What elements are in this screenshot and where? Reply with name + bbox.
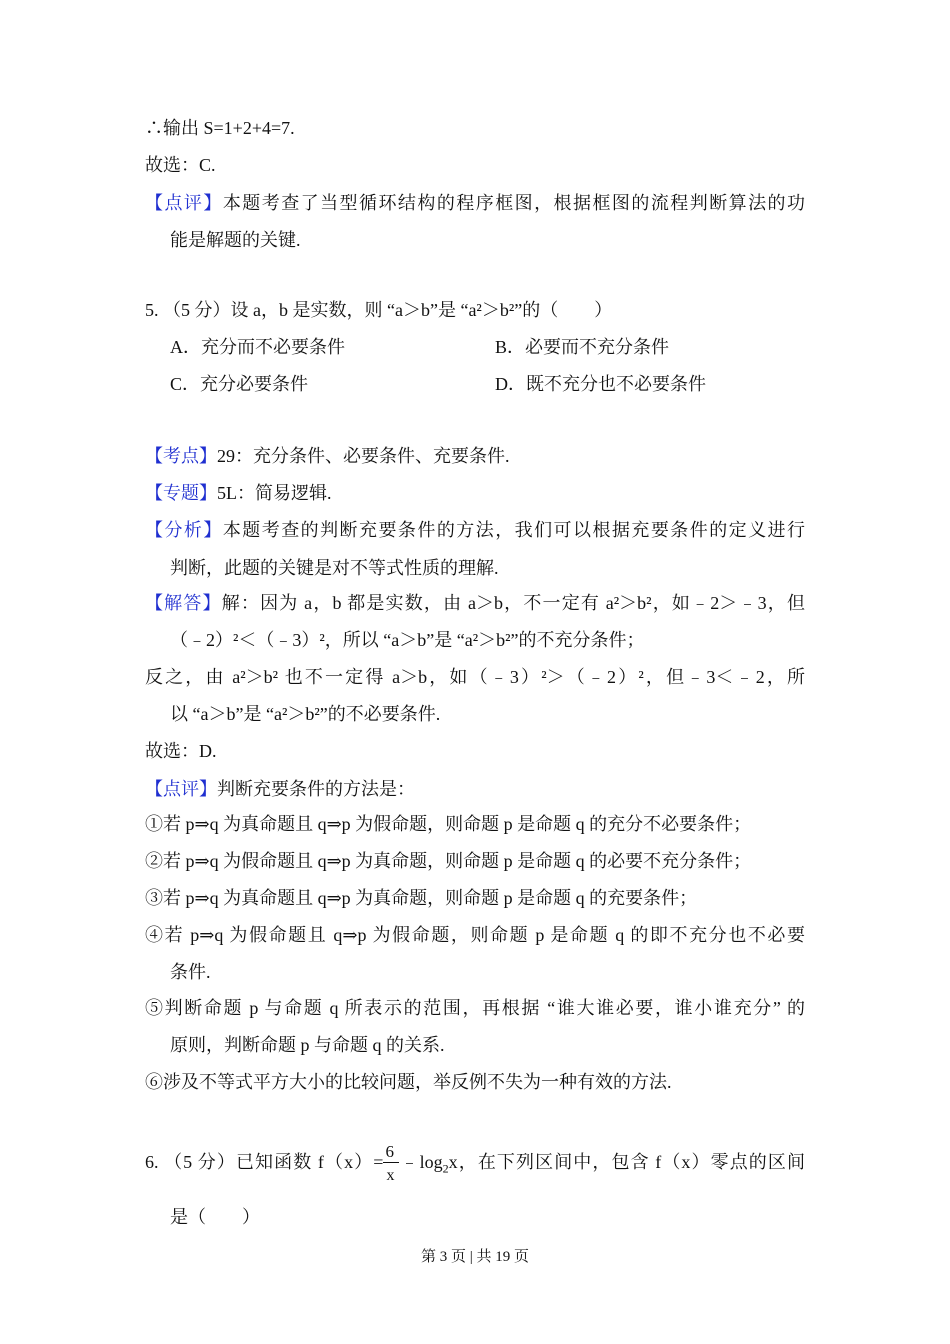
fenxi-line bbox=[145, 519, 805, 541]
method-5-cont: 原则，判断命题 p 与命题 q 的关系. bbox=[170, 1035, 445, 1055]
jieda-line-2: （﹣2）²＜（﹣3）²，所以 “a＞b”是 “a²＞b²”的不充分条件； bbox=[170, 630, 645, 650]
dianping-line bbox=[145, 778, 415, 800]
q5-option-d: D．既不充分也不必要条件 bbox=[495, 374, 706, 394]
fenxi-tag: 【分析】 bbox=[145, 520, 223, 540]
method-4: ④若 p⇒q 为假命题且 q⇒p 为假命题，则命题 p 是命题 q 的即不充分也不必要 bbox=[145, 925, 805, 945]
q6-stem-2: 是（ ） bbox=[170, 1207, 260, 1227]
q5-option-a: A．充分而不必要条件 bbox=[170, 337, 345, 357]
frac-num: 6 bbox=[385, 1142, 394, 1161]
jieda-line-4: 以 “a＞b”是 “a²＞b²”的不必要条件. bbox=[170, 704, 441, 724]
jieda-line bbox=[145, 592, 805, 614]
method-1: ①若 p⇒q 为真命题且 q⇒p 为假命题，则命题 p 是命题 q 的充分不必要条件； bbox=[145, 814, 752, 834]
review-tag: 【点评】 bbox=[145, 193, 223, 213]
zhuanti-text: 5L：简易逻辑. bbox=[217, 483, 332, 503]
kaodian-line bbox=[145, 445, 510, 467]
page-footer: 第 3 页 | 共 19 页 bbox=[420, 1249, 529, 1265]
fraction-6-over-x bbox=[383, 1142, 399, 1184]
method-3: ③若 p⇒q 为真命题且 q⇒p 为真命题，则命题 p 是命题 q 的充要条件； bbox=[145, 888, 698, 908]
dianping-tag: 【点评】 bbox=[145, 779, 217, 799]
review-line-2: 能是解题的关键. bbox=[170, 230, 301, 250]
answer-line: 故选：C. bbox=[145, 155, 216, 175]
method-6: ⑥涉及不等式平方大小的比较问题，举反例不失为一种有效的方法. bbox=[145, 1072, 672, 1092]
frac-den: x bbox=[386, 1167, 395, 1184]
q6-stem-c: x，在下列区间中，包含 f（x）零点的区间 bbox=[448, 1152, 805, 1172]
method-2: ②若 p⇒q 为假命题且 q⇒p 为真命题，则命题 p 是命题 q 的必要不充分条件； bbox=[145, 851, 752, 871]
q5-answer: 故选：D. bbox=[145, 741, 217, 761]
kaodian-text: 29：充分条件、必要条件、充要条件. bbox=[217, 446, 510, 466]
review-text: 本题考查了当型循环结构的程序框图，根据框图的流程判断算法的功 bbox=[222, 193, 806, 213]
q5-option-b: B．必要而不充分条件 bbox=[495, 337, 670, 357]
q6-stem-b: ﹣log bbox=[399, 1152, 443, 1172]
method-5: ⑤判断命题 p 与命题 q 所表示的范围，再根据 “谁大谁必要，谁小谁充分” 的 bbox=[145, 998, 805, 1018]
q5-option-c: C．充分必要条件 bbox=[170, 374, 309, 394]
fenxi-line-2: 判断，此题的关键是对不等式性质的理解. bbox=[170, 558, 499, 578]
kaodian-tag: 【考点】 bbox=[145, 446, 217, 466]
q6-stem-a: 6. （5 分）已知函数 f（x）= bbox=[145, 1152, 384, 1172]
output-line: ∴输出 S=1+2+4=7. bbox=[145, 118, 295, 138]
review-line bbox=[145, 192, 805, 214]
zhuanti-tag: 【专题】 bbox=[145, 483, 217, 503]
log-base: 2 bbox=[442, 1161, 449, 1176]
q6-stem bbox=[145, 1142, 805, 1184]
jieda-tag: 【解答】 bbox=[145, 593, 222, 613]
jieda-text: 解：因为 a，b 都是实数，由 a＞b，不一定有 a²＞b²，如﹣2＞﹣3，但 bbox=[221, 593, 805, 613]
frac-bar bbox=[383, 1162, 399, 1163]
method-4-cont: 条件. bbox=[170, 962, 211, 982]
q5-stem: 5. （5 分）设 a，b 是实数，则 “a＞b”是 “a²＞b²”的（ ） bbox=[145, 300, 613, 320]
fenxi-text: 本题考查的判断充要条件的方法，我们可以根据充要条件的定义进行 bbox=[222, 520, 806, 540]
dianping-text: 判断充要条件的方法是： bbox=[217, 779, 415, 799]
zhuanti-line bbox=[145, 482, 332, 504]
jieda-line-3: 反之，由 a²＞b² 也不一定得 a＞b，如（﹣3）²＞（﹣2）²，但﹣3＜﹣2，所 bbox=[145, 667, 805, 687]
